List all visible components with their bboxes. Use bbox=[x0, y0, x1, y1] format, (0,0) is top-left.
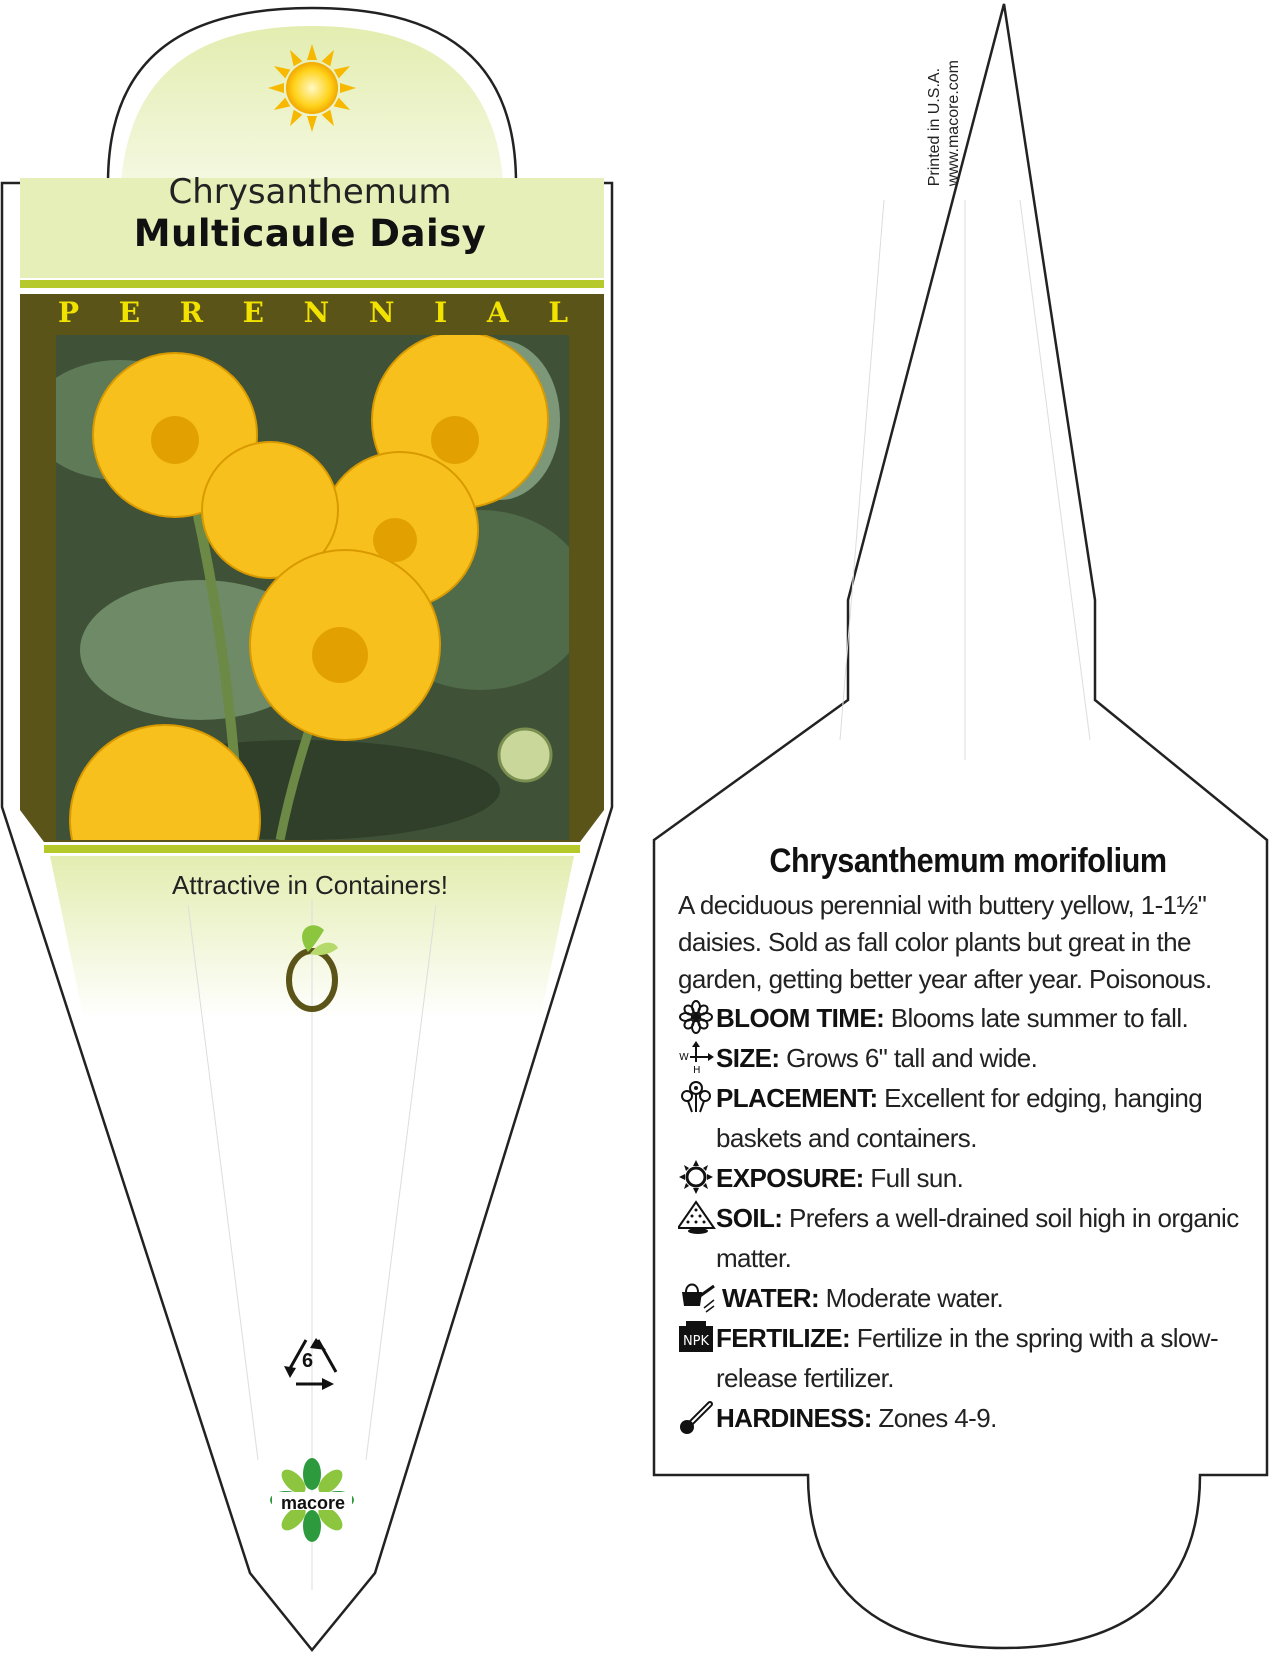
info-row-water bbox=[678, 1278, 1258, 1318]
info-row-bloom bbox=[678, 998, 1258, 1038]
soil-icon bbox=[678, 1200, 716, 1234]
soil-text: Prefers a well-drained soil high in organic matter. bbox=[716, 1203, 1239, 1273]
fertilize-label: FERTILIZE: bbox=[716, 1323, 851, 1353]
soil-label: SOIL: bbox=[716, 1203, 783, 1233]
thermometer-icon bbox=[678, 1400, 716, 1434]
category-letter: L bbox=[548, 296, 568, 329]
info-row-size bbox=[678, 1038, 1258, 1078]
lower-band bbox=[44, 845, 580, 853]
category-letter: I bbox=[434, 296, 448, 329]
botanical-name: Chrysanthemum morifolium bbox=[769, 842, 1167, 880]
size-icon-h: H bbox=[693, 1065, 701, 1074]
size-arrows-icon bbox=[678, 1040, 716, 1074]
print-line-2: www.macore.com bbox=[945, 60, 962, 187]
info-row-hardiness bbox=[678, 1398, 1258, 1438]
front-title-line1: Chrysanthemum bbox=[168, 172, 452, 212]
sun-outline-icon bbox=[678, 1160, 716, 1194]
size-label: SIZE: bbox=[716, 1043, 780, 1073]
exposure-text: Full sun. bbox=[863, 1163, 964, 1193]
placement-flowers-icon bbox=[678, 1080, 716, 1114]
category-label bbox=[58, 296, 568, 336]
print-line-1: Printed in U.S.A. bbox=[926, 67, 943, 187]
info-row-placement bbox=[678, 1078, 1258, 1158]
hardiness-text: Zones 4-9. bbox=[871, 1403, 997, 1433]
bloom-text: Blooms late summer to fall. bbox=[884, 1003, 1189, 1033]
header-band bbox=[20, 280, 604, 288]
info-row-soil bbox=[678, 1198, 1258, 1278]
category-letter: E bbox=[242, 296, 264, 329]
info-row-fertilize bbox=[678, 1318, 1258, 1398]
category-letter: A bbox=[486, 296, 509, 329]
description: A deciduous perennial with buttery yellow, 1-1½" daisies. Sold as fall color plants but great in the garden, getting better year after year. Poisonous. bbox=[678, 890, 1212, 994]
category-letter: N bbox=[303, 296, 330, 329]
flower-icon bbox=[678, 1000, 716, 1034]
size-text: Grows 6" tall and wide. bbox=[779, 1043, 1038, 1073]
placement-text: Excellent for edging, hanging baskets and containers. bbox=[716, 1083, 1203, 1153]
npk-icon bbox=[678, 1320, 716, 1354]
front-title-line2: Multicaule Daisy bbox=[133, 212, 487, 255]
category-letter: P bbox=[58, 296, 80, 329]
bloom-label: BLOOM TIME: bbox=[716, 1003, 885, 1033]
category-letter: E bbox=[118, 296, 141, 329]
placement-label: PLACEMENT: bbox=[716, 1083, 878, 1113]
info-row-exposure bbox=[678, 1158, 1258, 1198]
hardiness-label: HARDINESS: bbox=[716, 1403, 872, 1433]
back-content bbox=[678, 842, 1258, 1438]
recycle-code: 6 bbox=[302, 1350, 314, 1372]
tagline: Attractive in Containers! bbox=[171, 870, 448, 900]
water-label: WATER: bbox=[722, 1283, 820, 1313]
flower-photo bbox=[30, 332, 590, 915]
exposure-label: EXPOSURE: bbox=[716, 1163, 864, 1193]
category-letter: N bbox=[368, 296, 395, 329]
fertilize-text: Fertilize in the spring with a slow-release fertilizer. bbox=[716, 1323, 1219, 1393]
npk-text: NPK bbox=[682, 1334, 710, 1349]
category-letter: R bbox=[179, 296, 203, 329]
water-text: Moderate water. bbox=[819, 1283, 1004, 1313]
brand-name: macore bbox=[280, 1493, 346, 1513]
print-info bbox=[925, 60, 963, 186]
size-icon-w: W bbox=[679, 1052, 689, 1063]
watering-can-icon bbox=[678, 1280, 716, 1314]
